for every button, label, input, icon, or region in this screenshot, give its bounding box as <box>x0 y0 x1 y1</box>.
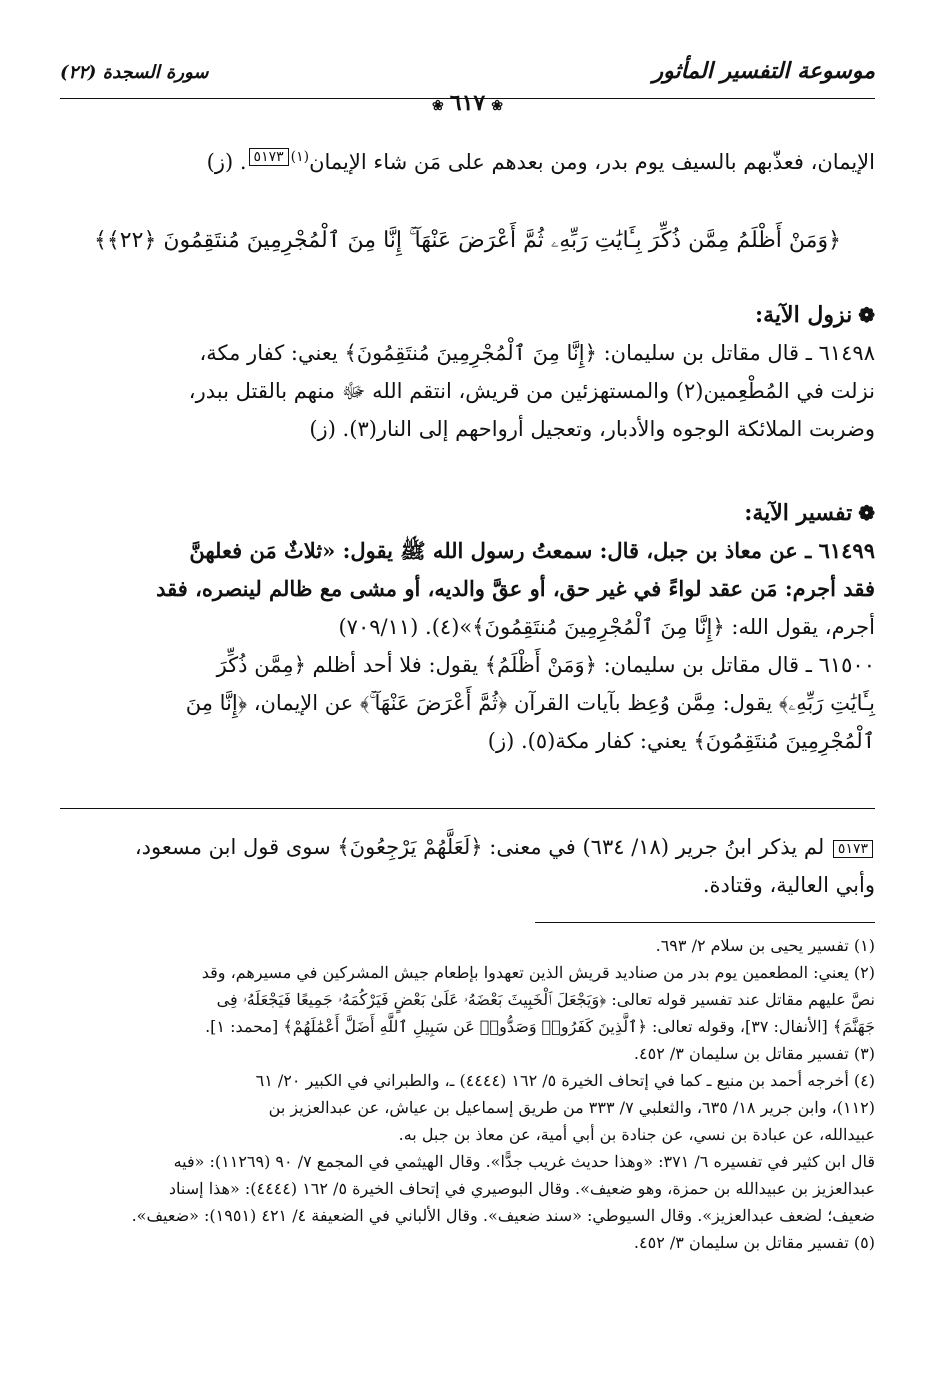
commentary-ref-box: ٥١٧٣ <box>249 148 289 166</box>
continued-text <box>60 138 875 181</box>
page-number-row <box>0 90 935 116</box>
footnotes <box>60 932 875 1256</box>
section-nuzul <box>60 296 875 448</box>
narration-line: فقد أجرم: مَن عقد لواءً في غير حق، أو عقَّ والديه، أو مشى مع ظالم لينصره، فقد <box>156 576 875 601</box>
footnote-line: عبيدالله، عن عبادة بن نسي، عن جنادة بن أبي أمية، عن معاذ بن جبل به. <box>398 1125 875 1144</box>
footnote-ref: (١) <box>290 149 310 165</box>
section-tafsir <box>60 494 875 760</box>
footnote-line: (١) تفسير يحيى بن سلام ٢/ ٦٩٣. <box>655 936 875 955</box>
ornament-icon: ❀ <box>432 98 444 114</box>
flower-icon: ❁ <box>858 501 875 525</box>
section-heading: ❁تفسير الآية: <box>744 500 875 526</box>
commentary-line: ٥١٧٣ لم يذكر ابنُ جرير (١٨/ ٦٣٤) في معنى: ﴿لَعَلَّهُمْ يَرْجِعُونَ﴾ سوى قول ابن مسعود، <box>60 828 875 866</box>
quran-verse: ﴿وَمَنْ أَظْلَمُ مِمَّن ذُكِّرَ بِـَٔايَٰتِ رَبِّهِۦ ثُمَّ أَعْرَضَ عَنْهَآ ۚ إِنَّا مِنَ ٱلْمُجْرِمِينَ مُنتَقِمُونَ ﴿٢٢﴾﴾ <box>94 228 841 253</box>
section-heading: ❁نزول الآية: <box>755 302 875 328</box>
commentary <box>60 828 875 904</box>
commentary-rule <box>60 808 875 809</box>
narration-line: ٦١٤٩٨ ـ قال مقاتل بن سليمان: ﴿إِنَّا مِنَ ٱلْمُجْرِمِينَ مُنتَقِمُونَ﴾ يعني: كفار مكة، <box>199 341 875 365</box>
flower-icon: ❁ <box>858 303 875 327</box>
commentary-number-box: ٥١٧٣ <box>833 840 873 858</box>
narration-line: وضربت الملائكة الوجوه والأدبار، وتعجيل أرواحهم إلى النار(٣). (ز) <box>309 417 875 441</box>
narration-line: أجرم، يقول الله: ﴿إِنَّا مِنَ ٱلْمُجْرِمِينَ مُنتَقِمُونَ﴾»(٤). (٧٠٩/١١) <box>338 615 875 639</box>
page-number: ٦١٧ <box>449 90 486 116</box>
text-line: الإيمان، فعذّبهم بالسيف يوم بدر، ومن بعدهم على مَن شاء الإيمان$^{(١)}$٥١٧٣. (ز) <box>206 149 875 174</box>
footnote-line: جَهَنَّمَ﴾ [الأنفال: ٣٧]، وقوله تعالى: ﴿ٱلَّذِينَ كَفَرُوا۟ وَصَدُّوا۟ عَن سَبِيلِ ٱللَّهِ أَضَلَّ أَعْمَٰلَهُمْ﴾ [محمد: ١]. <box>205 1017 875 1036</box>
footnote-line: (٤) أخرجه أحمد بن منيع ـ كما في إتحاف الخيرة ٥/ ١٦٢ (٤٤٤٤) ـ، والطبراني في الكبير ٢٠/ ٦١ <box>255 1071 875 1090</box>
footnote-line: (٥) تفسير مقاتل بن سليمان ٣/ ٤٥٢. <box>633 1233 875 1252</box>
footnote-line: عبدالعزيز بن عبيدالله بن حمزة، وهو ضعيف». وقال البوصيري في إتحاف الخيرة ٥/ ١٦٢ (٤٤٤٤): «هذا إسناد <box>168 1179 875 1198</box>
narration-line: ٦١٥٠٠ ـ قال مقاتل بن سليمان: ﴿وَمَنْ أَظْلَمُ﴾ يقول: فلا أحد أظلم ﴿مِمَّن ذُكِّرَ <box>216 653 875 677</box>
narration-line: ٦١٤٩٩ ـ عن معاذ بن جبل، قال: سمعتُ رسول الله ﷺ يقول: «ثلاثٌ مَن فعلهنَّ <box>189 538 875 563</box>
surah-label: سورة السجدة (٢٢) <box>60 62 209 83</box>
footnote-line: (٣) تفسير مقاتل بن سليمان ٣/ ٤٥٢. <box>633 1044 875 1063</box>
narration-line: ٱلْمُجْرِمِينَ مُنتَقِمُونَ﴾ يعني: كفار مكة(٥). (ز) <box>487 729 875 753</box>
ornament-icon: ❀ <box>491 98 503 114</box>
footnote-line: (٢) يعني: المطعمين يوم بدر من صناديد قريش الذين تعهدوا بإطعام جيش المشركين في مسيرهم، وقد <box>201 963 875 982</box>
footnote-line: قال ابن كثير في تفسيره ٦/ ٣٧١: «وهذا حديث غريب جدًّا». وقال الهيثمي في المجمع ٧/ ٩٠ (١١٢٦٩): «فيه <box>173 1152 875 1171</box>
commentary-line: وأبي العالية، وقتادة. <box>702 873 875 897</box>
footnote-line: (١١٢)، وابن جرير ١٨/ ٦٣٥، والثعلبي ٧/ ٣٣٣ من طريق إسماعيل بن عياش، عن عبدالعزيز بن <box>268 1098 875 1117</box>
narration-line: بِـَٔايَٰتِ رَبِّهِۦ﴾ يقول: مِمَّن وُعِظ بآيات القرآن ﴿ثُمَّ أَعْرَضَ عَنْهَآ ۚ﴾ عن الإيمان، ﴿إِنَّا مِنَ <box>185 691 875 715</box>
book-title: موسوعة التفسير المأثور <box>652 58 875 84</box>
footnote-rule <box>535 922 875 923</box>
footnote-line: ضعيف؛ لضعف عبدالعزيز». وقال السيوطي: «سند ضعيف». وقال الألباني في الضعيفة ٤/ ٤٢١ (١٩٥١): «ضعيف». <box>131 1206 875 1225</box>
narration-line: نزلت في المُطْعِمين(٢) والمستهزئين من قريش، انتقم الله ﷻ منهم بالقتل ببدر، <box>188 379 875 403</box>
footnote-line: نصَّ عليهم مقاتل عند تفسير قوله تعالى: ﴿وَيَجْعَلَ ٱلْخَبِيثَ بَعْضَهُۥ عَلَىٰ بَعْضٍ فَيَرْكُمَهُۥ جَمِيعًا فَيَجْعَلَهُۥ فِى <box>216 990 875 1009</box>
